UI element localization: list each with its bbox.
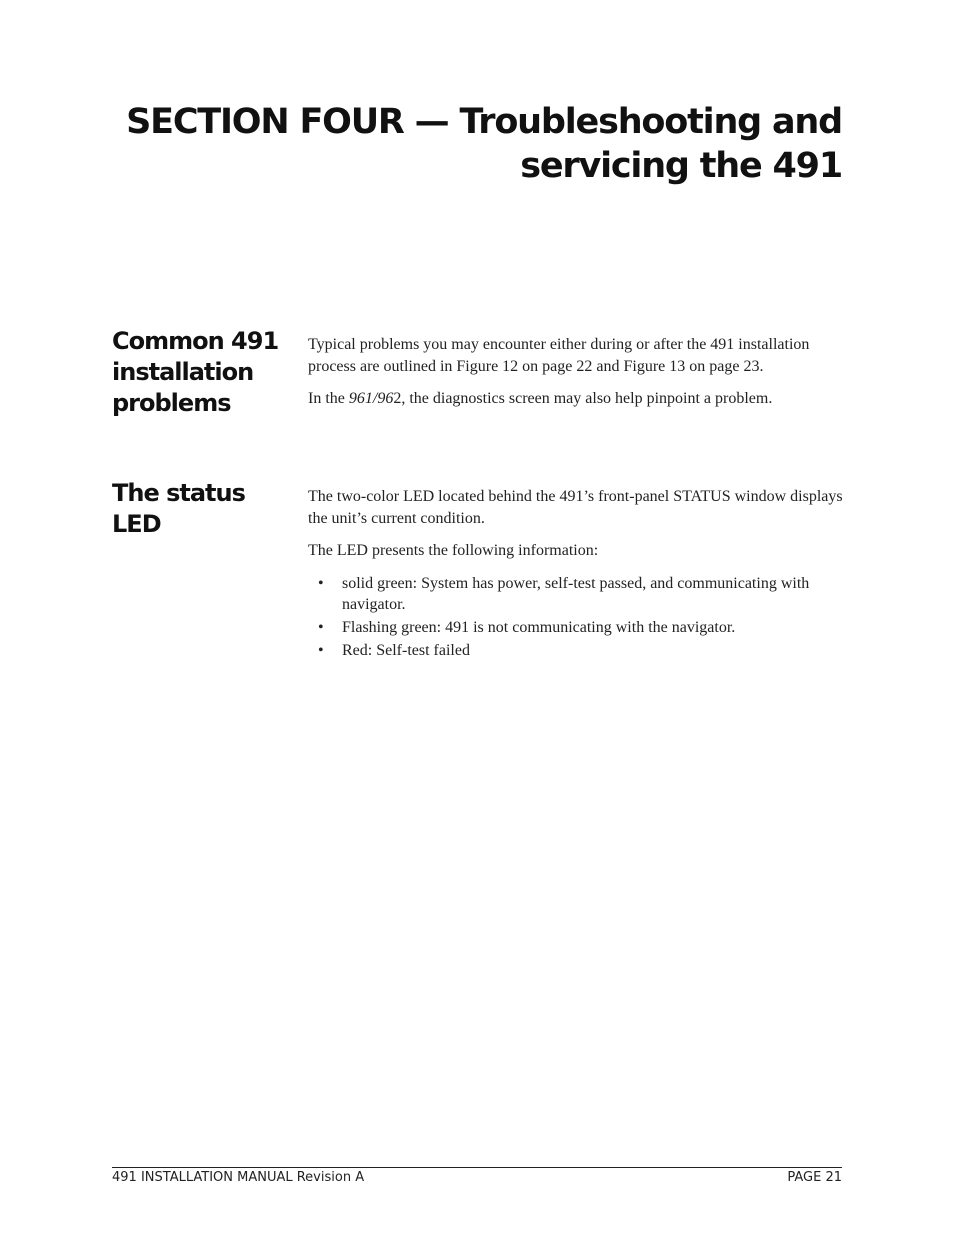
bullet-glyph: • [318, 642, 324, 659]
text-run: 2, the diagnostics screen may also help pinpoint a problem. [393, 390, 773, 407]
section-heading [112, 478, 297, 540]
body-paragraph-diagnostics [308, 388, 848, 410]
footer-manual-title: 491 INSTALLATION MANUAL Revision A [112, 1170, 365, 1185]
body-paragraph: The two-color LED located behind the 491’s front-panel STATUS window displays the unit’s current condition. [308, 488, 843, 527]
list-item-text: Flashing green: 491 is not communicating with the navigator. [342, 619, 736, 636]
list-item [308, 640, 848, 662]
list-item [308, 617, 848, 639]
bullet-glyph: • [318, 574, 324, 592]
italic-model-number: 961/96 [348, 390, 394, 407]
section-heading-line: installation [112, 358, 254, 386]
footer-page-number: PAGE 21 [787, 1170, 842, 1185]
section-heading-line: problems [112, 389, 231, 417]
page-title [82, 100, 842, 188]
section-heading-line: Common 491 [112, 327, 279, 355]
section-body [308, 334, 848, 421]
list-item [308, 573, 848, 616]
page-title-line-2: servicing the 491 [520, 146, 842, 186]
bullet-glyph: • [318, 619, 324, 636]
text-run: In the [308, 390, 349, 407]
section-heading [112, 326, 297, 419]
page-title-line-1: SECTION FOUR — Troubleshooting and [126, 102, 842, 142]
body-paragraph: The LED presents the following information: [308, 542, 599, 559]
section-heading-line: The status LED [112, 479, 245, 538]
footer-divider [112, 1167, 842, 1168]
section-body [308, 486, 848, 663]
body-paragraph: Typical problems you may encounter either during or after the 491 installation process are outlined in Figure 12 on page 22 and Figure 13 on page 23. [308, 336, 810, 375]
led-status-list [308, 573, 848, 662]
list-item-text: Red: Self-test failed [342, 642, 470, 659]
list-item-text: solid green: System has power, self-test passed, and communicating with navigator. [342, 574, 810, 613]
